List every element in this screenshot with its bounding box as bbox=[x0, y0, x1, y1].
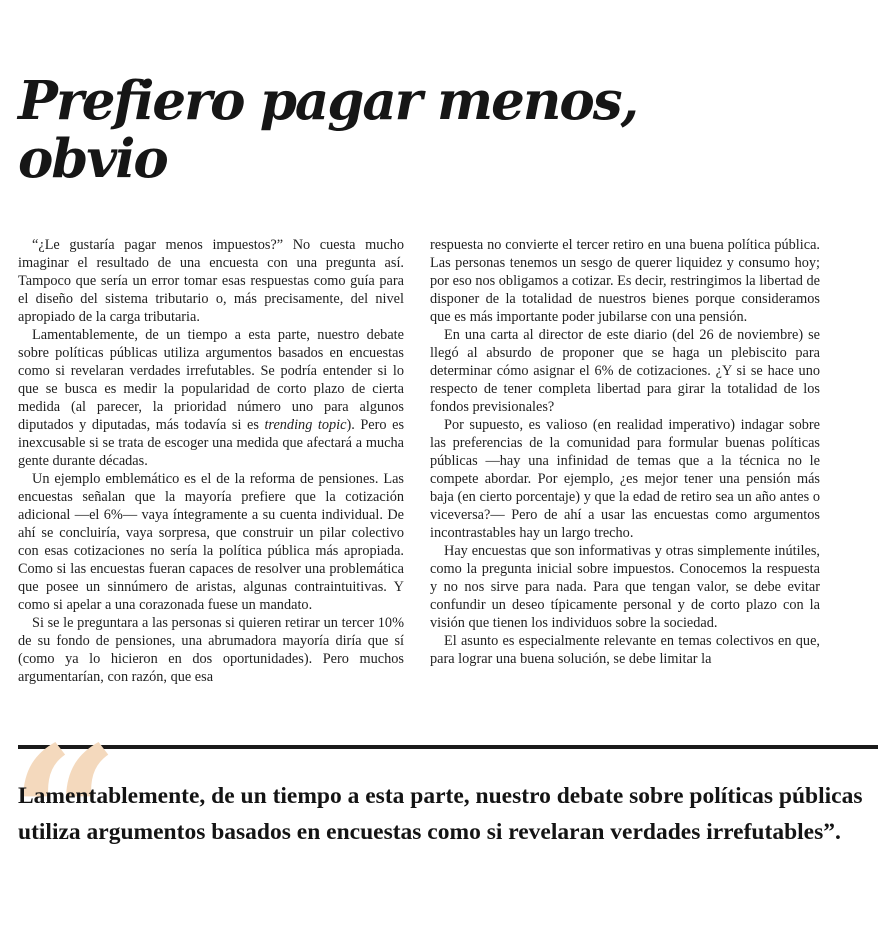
left-paragraph-2-end: ). Pero es inexcusable si se trata de escoger una medida que afectará a mucha gente durante décadas. bbox=[18, 417, 405, 469]
left-paragraph-2-start: Lamentablemente, de un tiempo a esta parte, nuestro debate sobre políticas públicas utiliza argumentos basados en encuestas como si revelaran verdades irrefutables. Se podría entender si lo que se busca es medir la popularidad de corto plazo de cierta medida (al parecer, la prioridad número uno para algunos diputados y diputadas, más todavía si es bbox=[18, 327, 404, 433]
trending-topic-italic: trending topic bbox=[264, 417, 347, 433]
right-paragraph-3: Por supuesto, es valioso (en realidad imperativo) indagar sobre las preferencias de la comunidad para formular buenas políticas públicas —hay una infinidad de temas que a la técnica no le compete abordar. Por ejemplo, ¿es mejor tener una pensión más baja (en cierto porcentaje) y que la edad de retiro sea un año antes o viceversa?— Pero de ahí a usar las encuestas como argumentos incontrastables hay un largo trecho. bbox=[430, 417, 820, 541]
right-paragraph-2: En una carta al director de este diario (del 26 de noviembre) se llegó al absurdo de proponer que se haga un plebiscito para determinar cómo asignar el 6% de cotizaciones. ¿Y si se hace uno respecto de tener completa libertad para girar la totalidad de los fondos previsionales? bbox=[430, 327, 820, 415]
headline-line-2: obvio bbox=[18, 128, 167, 190]
left-paragraph-4: Si se le preguntara a las personas si quieren retirar un tercer 10% de su fondo de pensiones, una abrumadora mayoría diría que sí (como ya lo hicieron en dos oportunidades). Pero muchos argumentarían, con razón, que esa bbox=[18, 615, 404, 685]
quote-mark-icon: “ bbox=[10, 705, 120, 928]
pull-quote-divider bbox=[18, 745, 878, 749]
left-column bbox=[18, 236, 404, 686]
pull-quote-line-2: utiliza argumentos basados en encuestas como si revelaran verdades irrefutables”. bbox=[18, 819, 841, 845]
article-headline bbox=[18, 72, 858, 188]
left-paragraph-2 bbox=[18, 326, 404, 470]
right-paragraph-5: El asunto es especialmente relevante en temas colectivos en que, para lograr una buena solución, se debe limitar la bbox=[430, 633, 820, 667]
pull-quote bbox=[18, 778, 878, 850]
right-paragraph-1: respuesta no convierte el tercer retiro en una buena política pública. Las personas tenemos un sesgo de querer liquidez y consumo hoy; por eso nos obligamos a cotizar. Es decir, restringimos la libertad de disponer de la totalidad de nuestros bienes porque consideramos que es más importante poder jubilarse con una pensión. bbox=[430, 237, 820, 325]
pull-quote-line-1: Lamentablemente, de un tiempo a esta parte, nuestro debate sobre políticas públicas bbox=[18, 783, 863, 809]
right-paragraph-4: Hay encuestas que son informativas y otras simplemente inútiles, como la pregunta inicial sobre impuestos. Conocemos la respuesta y no nos sirve para nada. Para que tengan valor, se debe evitar confundir un deseo típicamente personal y de corto plazo con la visión que tienen los individuos sobre la sociedad. bbox=[430, 543, 820, 631]
right-column bbox=[430, 236, 820, 668]
headline-line-1: Prefiero pagar menos, bbox=[18, 70, 638, 132]
left-paragraph-3: Un ejemplo emblemático es el de la reforma de pensiones. Las encuestas señalan que la mayoría prefiere que la cotización adicional —el 6%— vaya íntegramente a su cuenta individual. De ahí se concluiría, vaya sorpresa, que construir un pilar colectivo con esas cotizaciones no sería la política pública más apropiada. Como si las encuestas fueran capaces de resolver una problemática que posee un sinnúmero de aristas, algunas contraintuitivas. Y como si apelar a una corazonada fuese un mandato. bbox=[18, 471, 404, 613]
left-paragraph-1: “¿Le gustaría pagar menos impuestos?” No cuesta mucho imaginar el resultado de una encuesta con una pregunta así. Tampoco que sería un error tomar esas respuestas como guía para el diseño del sistema tributario o, más precisamente, del nivel apropiado de la carga tributaria. bbox=[18, 237, 404, 325]
